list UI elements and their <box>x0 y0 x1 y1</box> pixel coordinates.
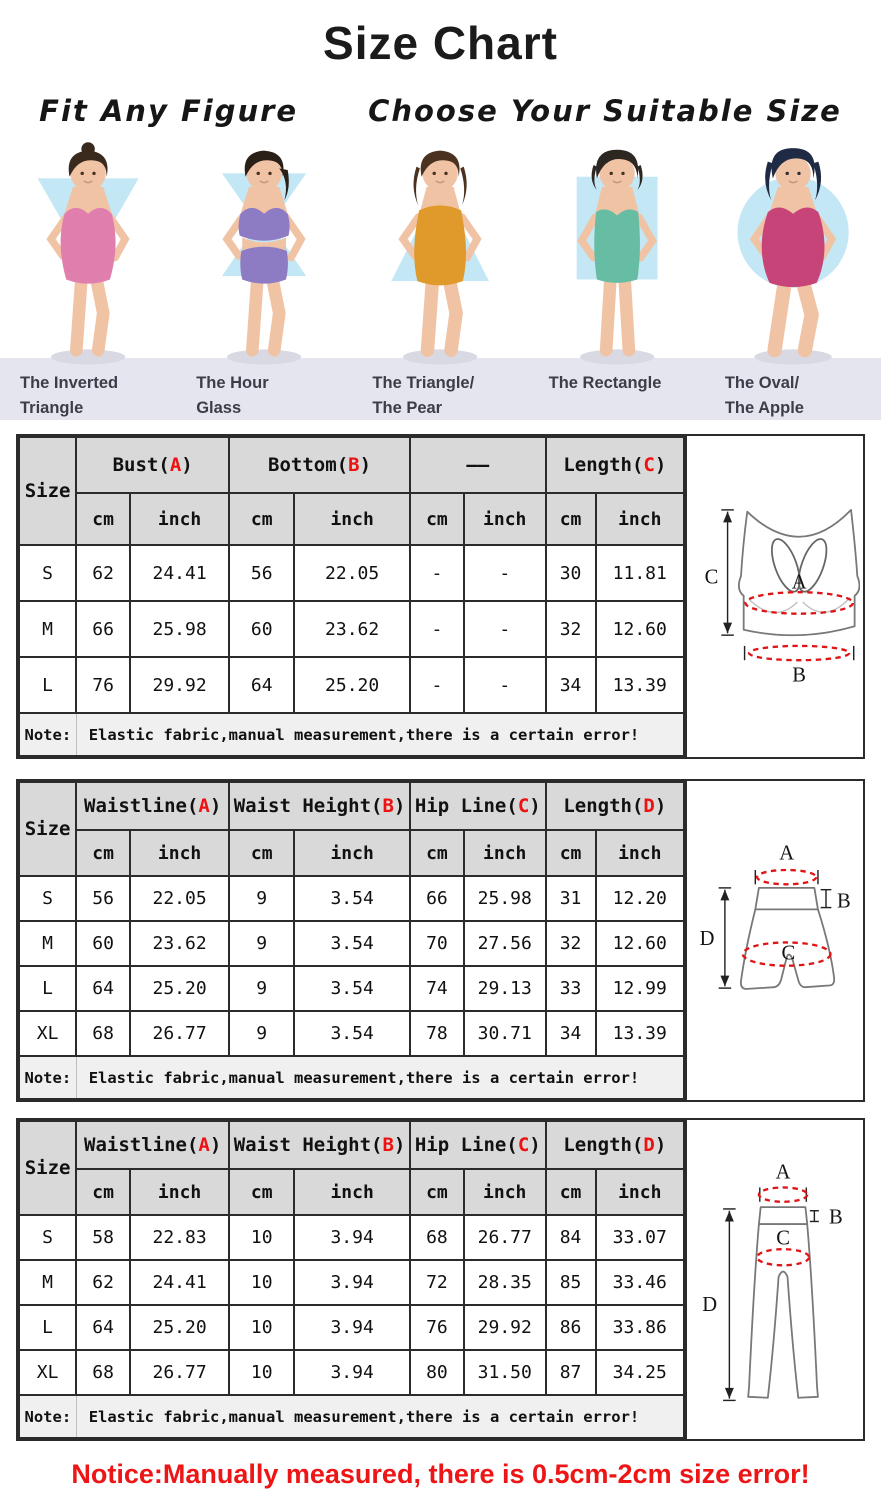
value-cell: 23.62 <box>294 601 410 657</box>
measure-label-c: C <box>776 1227 790 1250</box>
value-cell: 12.60 <box>596 601 685 657</box>
measure-label-a: A <box>791 571 807 594</box>
person-illustration-icon <box>719 138 867 378</box>
note-label: Note: <box>19 713 76 756</box>
person-illustration-icon <box>190 138 338 378</box>
subtitle <box>0 94 881 128</box>
waist-line <box>759 1187 807 1201</box>
value-cell: 29.92 <box>130 657 229 713</box>
measure-label-b: B <box>837 890 851 913</box>
shorts-measure-diagram <box>685 781 863 1100</box>
swimsuit <box>762 207 825 287</box>
column-group-header: Waist Height(B) <box>229 1121 410 1169</box>
value-cell: 9 <box>229 876 294 921</box>
value-cell: 76 <box>76 657 130 713</box>
value-cell: 12.60 <box>596 921 685 966</box>
column-group-header: Hip Line(C) <box>410 1121 546 1169</box>
body-type-figures <box>0 136 881 420</box>
unit-header: inch <box>130 1169 229 1215</box>
value-cell: 32 <box>546 601 596 657</box>
swimsuit <box>415 205 467 285</box>
value-cell: 34.25 <box>596 1350 685 1395</box>
measure-letter: B <box>382 795 394 817</box>
measure-label-d: D <box>699 927 715 950</box>
size-table-top <box>18 436 685 757</box>
size-column-header: Size <box>19 1121 76 1215</box>
unit-header: inch <box>464 830 546 876</box>
unit-header: inch <box>596 1169 685 1215</box>
value-cell: 29.92 <box>464 1305 546 1350</box>
column-group-header: Waistline(A) <box>76 782 229 830</box>
figure-triangle-pear <box>352 136 528 420</box>
value-cell: - <box>410 601 464 657</box>
value-cell: 11.81 <box>596 545 685 601</box>
value-cell: 80 <box>410 1350 464 1395</box>
size-table <box>18 781 685 1100</box>
note-text: Elastic fabric,manual measurement,there is a certain error! <box>76 1395 684 1438</box>
measure-letter: C <box>517 795 530 817</box>
value-cell: 68 <box>76 1350 130 1395</box>
value-cell: 30.71 <box>464 1011 546 1056</box>
unit-header: inch <box>596 830 685 876</box>
note-text: Elastic fabric,manual measurement,there is a certain error! <box>76 1056 684 1099</box>
size-cell: S <box>19 876 76 921</box>
size-cell: M <box>19 601 76 657</box>
value-cell: 24.41 <box>130 1260 229 1305</box>
figure-caption <box>352 362 528 420</box>
unit-header: cm <box>229 493 294 545</box>
value-cell: 25.98 <box>130 601 229 657</box>
person-illustration-icon <box>543 138 691 378</box>
unit-header: inch <box>464 493 546 545</box>
value-cell: 64 <box>76 966 130 1011</box>
unit-header: cm <box>76 1169 130 1215</box>
value-cell: 85 <box>546 1260 596 1305</box>
table-row <box>19 657 684 713</box>
figure-caption-line1: The Hour <box>196 374 269 392</box>
value-cell: 10 <box>229 1215 294 1260</box>
value-cell: 84 <box>546 1215 596 1260</box>
unit-header: inch <box>130 830 229 876</box>
value-cell: 30 <box>546 545 596 601</box>
value-cell: 25.20 <box>130 966 229 1011</box>
value-cell: 56 <box>76 876 130 921</box>
note-text: Elastic fabric,manual measurement,there is a certain error! <box>76 713 684 756</box>
value-cell: 27.56 <box>464 921 546 966</box>
measure-label-c: C <box>704 566 719 589</box>
column-group-header: Waistline(A) <box>76 1121 229 1169</box>
unit-header: cm <box>76 830 130 876</box>
column-group-header: Bust(A) <box>76 437 229 493</box>
value-cell: 32 <box>546 921 596 966</box>
column-group-header: Bottom(B) <box>229 437 410 493</box>
size-column-header: Size <box>19 782 76 876</box>
bra-diagram-icon <box>690 458 860 735</box>
measure-label-a: A <box>779 842 795 865</box>
note-row <box>19 1395 684 1438</box>
measure-letter: C <box>517 1134 530 1156</box>
table-row <box>19 1215 684 1260</box>
bikini-bottom <box>240 247 288 284</box>
unit-header: cm <box>410 493 464 545</box>
value-cell: - <box>410 657 464 713</box>
value-cell: 78 <box>410 1011 464 1056</box>
value-cell: 26.77 <box>130 1350 229 1395</box>
figure-caption <box>705 362 881 420</box>
measure-letter: A <box>198 795 210 817</box>
person-illustration-icon <box>366 138 514 378</box>
waistband <box>759 1207 807 1224</box>
value-cell: 10 <box>229 1350 294 1395</box>
value-cell: 72 <box>410 1260 464 1305</box>
measure-letter: B <box>382 1134 394 1156</box>
figure-caption <box>0 362 176 420</box>
unit-header: inch <box>130 493 229 545</box>
subtitle-right: Choose Your Suitable Size <box>368 94 842 128</box>
unit-header: cm <box>229 1169 294 1215</box>
unit-header: cm <box>229 830 294 876</box>
value-cell: 64 <box>76 1305 130 1350</box>
value-cell: 34 <box>546 1011 596 1056</box>
column-group-header: —— <box>410 437 546 493</box>
value-cell: 87 <box>546 1350 596 1395</box>
size-column-header: Size <box>19 437 76 545</box>
size-table <box>18 436 685 757</box>
size-cell: L <box>19 657 76 713</box>
unit-header: inch <box>294 1169 410 1215</box>
figure-caption-line2: Glass <box>196 398 242 417</box>
value-cell: 22.05 <box>130 876 229 921</box>
size-chart-top <box>16 434 865 759</box>
value-cell: 22.05 <box>294 545 410 601</box>
value-cell: 23.62 <box>130 921 229 966</box>
person-illustration-icon <box>14 138 162 378</box>
value-cell: 76 <box>410 1305 464 1350</box>
swimsuit <box>594 209 640 282</box>
page-title: Size Chart <box>323 17 558 69</box>
note-row <box>19 713 684 756</box>
size-cell: L <box>19 1305 76 1350</box>
bottom-line <box>749 646 849 660</box>
note-label: Note: <box>19 1395 76 1438</box>
table-row <box>19 1350 684 1395</box>
figure-caption <box>529 362 705 420</box>
value-cell: 9 <box>229 966 294 1011</box>
value-cell: 66 <box>76 601 130 657</box>
pants-diagram-icon <box>690 1132 860 1427</box>
value-cell: 68 <box>410 1215 464 1260</box>
value-cell: 74 <box>410 966 464 1011</box>
swimsuit <box>61 208 116 284</box>
note-label: Note: <box>19 1056 76 1099</box>
unit-header: cm <box>76 493 130 545</box>
size-cell: M <box>19 921 76 966</box>
value-cell: 13.39 <box>596 1011 685 1056</box>
size-chart-shorts <box>16 779 865 1102</box>
value-cell: - <box>464 657 546 713</box>
value-cell: 60 <box>76 921 130 966</box>
table-row <box>19 876 684 921</box>
figure-caption-line2: Triangle <box>20 398 84 417</box>
unit-header: inch <box>294 830 410 876</box>
unit-header: inch <box>596 493 685 545</box>
value-cell: - <box>464 601 546 657</box>
unit-header: inch <box>464 1169 546 1215</box>
value-cell: 62 <box>76 545 130 601</box>
size-table-pants <box>18 1120 685 1439</box>
value-cell: 9 <box>229 921 294 966</box>
table-row <box>19 601 684 657</box>
value-cell: - <box>410 545 464 601</box>
size-cell: XL <box>19 1350 76 1395</box>
unit-header: cm <box>410 1169 464 1215</box>
pants-outline <box>748 1224 818 1398</box>
value-cell: - <box>464 545 546 601</box>
measure-label-b: B <box>792 664 807 687</box>
value-cell: 25.98 <box>464 876 546 921</box>
shorts-diagram-icon <box>690 802 860 1079</box>
table-row <box>19 545 684 601</box>
value-cell: 58 <box>76 1215 130 1260</box>
column-group-header: Length(D) <box>546 782 684 830</box>
size-chart-pants <box>16 1118 865 1441</box>
column-group-header: Length(D) <box>546 1121 684 1169</box>
value-cell: 26.77 <box>130 1011 229 1056</box>
figure-hourglass <box>176 136 352 420</box>
value-cell: 62 <box>76 1260 130 1305</box>
value-cell: 68 <box>76 1011 130 1056</box>
figure-caption-line2: The Apple <box>724 398 804 417</box>
value-cell: 33.86 <box>596 1305 685 1350</box>
value-cell: 29.13 <box>464 966 546 1011</box>
note-row <box>19 1056 684 1099</box>
figure-caption <box>176 362 352 420</box>
value-cell: 12.20 <box>596 876 685 921</box>
value-cell: 3.94 <box>294 1305 410 1350</box>
figure-caption-line1: The Inverted <box>20 374 119 392</box>
measure-label-a: A <box>775 1161 791 1184</box>
measure-letter: D <box>643 1134 655 1156</box>
waistband <box>755 888 818 909</box>
value-cell: 70 <box>410 921 464 966</box>
table-row <box>19 921 684 966</box>
table-row <box>19 966 684 1011</box>
value-cell: 56 <box>229 545 294 601</box>
value-cell: 3.54 <box>294 966 410 1011</box>
value-cell: 9 <box>229 1011 294 1056</box>
value-cell: 31 <box>546 876 596 921</box>
table-row <box>19 1011 684 1056</box>
waist-line <box>757 870 816 884</box>
measure-letter: A <box>198 1134 210 1156</box>
measure-letter: A <box>169 454 182 476</box>
top-measure-diagram <box>685 436 863 757</box>
table-row <box>19 1260 684 1305</box>
table-row <box>19 1305 684 1350</box>
value-cell: 60 <box>229 601 294 657</box>
value-cell: 26.77 <box>464 1215 546 1260</box>
figure-caption-line1: The Rectangle <box>548 374 662 392</box>
measure-letter: C <box>643 454 655 476</box>
column-group-header: Hip Line(C) <box>410 782 546 830</box>
value-cell: 34 <box>546 657 596 713</box>
column-group-header: Length(C) <box>546 437 684 493</box>
unit-header: cm <box>546 1169 596 1215</box>
pants-measure-diagram <box>685 1120 863 1439</box>
measure-letter: D <box>643 795 655 817</box>
value-cell: 31.50 <box>464 1350 546 1395</box>
value-cell: 28.35 <box>464 1260 546 1305</box>
value-cell: 3.54 <box>294 921 410 966</box>
value-cell: 86 <box>546 1305 596 1350</box>
value-cell: 22.83 <box>130 1215 229 1260</box>
column-group-header: Waist Height(B) <box>229 782 410 830</box>
figure-caption-line2: The Pear <box>372 398 443 417</box>
value-cell: 3.54 <box>294 1011 410 1056</box>
size-cell: XL <box>19 1011 76 1056</box>
figure-caption-line1: The Triangle/ <box>372 374 475 392</box>
value-cell: 3.94 <box>294 1215 410 1260</box>
size-cell: S <box>19 1215 76 1260</box>
bottom-notice: Notice:Manually measured, there is 0.5cm-2cm size error! <box>71 1459 810 1489</box>
measure-label-d: D <box>702 1293 718 1316</box>
unit-header: inch <box>294 493 410 545</box>
value-cell: 12.99 <box>596 966 685 1011</box>
value-cell: 10 <box>229 1305 294 1350</box>
value-cell: 33.46 <box>596 1260 685 1305</box>
unit-header: cm <box>546 830 596 876</box>
subtitle-left: Fit Any Figure <box>39 94 299 128</box>
size-cell: L <box>19 966 76 1011</box>
value-cell: 3.94 <box>294 1260 410 1305</box>
value-cell: 3.94 <box>294 1350 410 1395</box>
value-cell: 25.20 <box>130 1305 229 1350</box>
measure-label-c: C <box>781 942 796 965</box>
value-cell: 13.39 <box>596 657 685 713</box>
size-table <box>18 1120 685 1439</box>
value-cell: 25.20 <box>294 657 410 713</box>
size-table-shorts <box>18 781 685 1100</box>
measure-label-b: B <box>828 1206 843 1229</box>
value-cell: 33.07 <box>596 1215 685 1260</box>
figure-inverted-triangle <box>0 136 176 420</box>
measure-letter: B <box>348 454 360 476</box>
figure-caption-line1: The Oval/ <box>724 374 800 392</box>
figure-rectangle <box>529 136 705 420</box>
unit-header: cm <box>546 493 596 545</box>
value-cell: 66 <box>410 876 464 921</box>
value-cell: 33 <box>546 966 596 1011</box>
size-cell: S <box>19 545 76 601</box>
value-cell: 10 <box>229 1260 294 1305</box>
value-cell: 3.54 <box>294 876 410 921</box>
size-cell: M <box>19 1260 76 1305</box>
value-cell: 24.41 <box>130 545 229 601</box>
unit-header: cm <box>410 830 464 876</box>
figure-oval-apple <box>705 136 881 420</box>
value-cell: 64 <box>229 657 294 713</box>
